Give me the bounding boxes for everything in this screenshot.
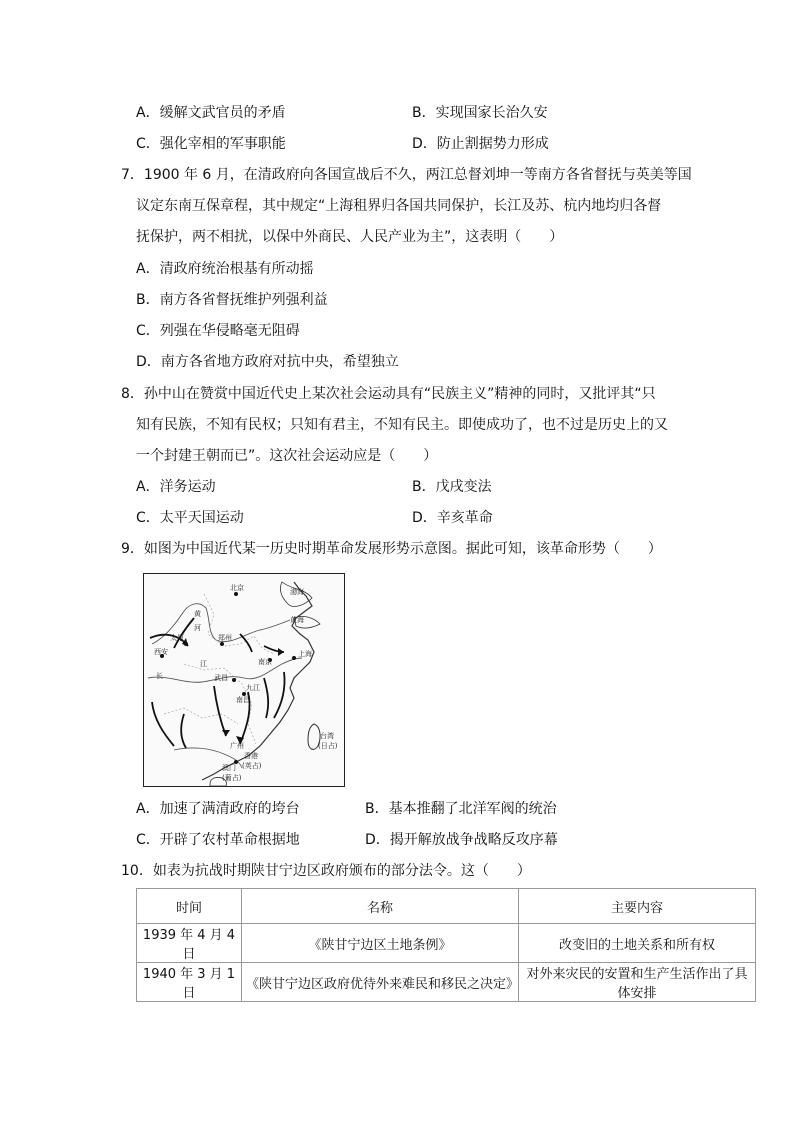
q8-stem-line: 一个封建王朝而已”。这次社会运动应是（ ）	[136, 448, 438, 464]
map-label-beijing: 北京	[230, 584, 244, 592]
table-row	[137, 924, 756, 963]
q8-option-c: C．太平天国运动	[136, 510, 244, 526]
q10-stem: 10．如表为抗战时期陕甘宁边区政府颁布的部分法令。这（ ）	[121, 863, 531, 879]
map-label-xian: 西安	[154, 648, 168, 656]
table-cell: 《陕甘宁边区土地条例》	[242, 924, 519, 963]
q8-stem-line: 8．孙中山在赞赏中国近代史上某次社会运动具有“民族主义”精神的同时，又批评其“只	[121, 386, 656, 402]
map-label-huanghai: 黄海	[290, 616, 304, 624]
q7-option-d: D．南方各省地方政府对抗中央，希望独立	[136, 354, 399, 370]
table-row	[137, 963, 756, 1002]
q7-option-b: B．南方各省督抚维护列强利益	[136, 292, 328, 308]
map-label-taiwan: 台湾	[320, 732, 334, 740]
map-label-ying-zhan: (英占)	[242, 762, 262, 770]
q6-option-c: C．强化宰相的军事职能	[136, 136, 286, 152]
table-cell: 对外来灾民的安置和生产生活作出了具体安排	[519, 963, 756, 1002]
table-header-time: 时间	[137, 889, 242, 924]
q6-option-a: A．缓解文武官员的矛盾	[136, 105, 286, 121]
map-label-taiyuan: 太原	[170, 634, 184, 642]
q9-option-b: B．基本推翻了北洋军阀的统治	[365, 801, 557, 817]
table-header-row	[137, 889, 756, 924]
q7-stem-line: 议定东南互保章程，其中规定“上海租界归各国共同保护，长江及苏、杭内地均归各督	[136, 198, 662, 214]
map-label-ri-zhan: (日占)	[318, 742, 338, 750]
map-label-shanghai: 上海	[298, 650, 312, 658]
map-label-wuchang: 武昌	[214, 674, 228, 682]
map-label-bohai: 渤海	[290, 588, 304, 596]
map-label-zhengzhou: 郑州	[218, 634, 232, 642]
map-label-he: 河	[194, 624, 201, 632]
q7-option-a: A．清政府统治根基有所动摇	[136, 261, 314, 277]
revolution-map-svg	[144, 574, 344, 786]
map-label-xianggang: 香港	[244, 752, 258, 760]
map-label-aomen: 澳门	[222, 764, 236, 772]
q9-option-a: A．加速了满清政府的垮台	[136, 801, 300, 817]
q9-option-c: C．开辟了农村革命根据地	[136, 832, 300, 848]
law-table	[136, 888, 756, 1002]
q7-stem-line: 抚保护，两不相扰，以保中外商民、人民产业为主”，这表明（ ）	[136, 229, 564, 245]
q7-stem-line: 7．1900 年 6 月，在清政府向各国宣战后不久，两江总督刘坤一等南方各省督抚与英美等国	[121, 167, 692, 183]
map-label-nanchang: 南昌	[236, 696, 250, 704]
table-header-content: 主要内容	[519, 889, 756, 924]
table-header-name: 名称	[242, 889, 519, 924]
q8-option-a: A．洋务运动	[136, 479, 216, 495]
map-label-jiang: 江	[200, 660, 207, 668]
map-label-chang: 长	[156, 672, 163, 680]
table-cell: 1940 年 3 月 1 日	[137, 963, 242, 1002]
q7-option-c: C．列强在华侵略毫无阻碍	[136, 323, 300, 339]
revolution-map	[143, 573, 345, 787]
table-cell: 《陕甘宁边区政府优待外来难民和移民之决定》	[242, 963, 519, 1002]
q6-option-d: D．防止割据势力形成	[412, 136, 549, 152]
map-label-nanjing: 南京	[258, 658, 272, 666]
q8-stem-line: 知有民族，不知有民权；只知有君主，不知有民主。即使成功了，也不过是历史上的又	[136, 417, 668, 433]
map-label-huang: 黄	[194, 610, 201, 618]
q9-option-d: D．揭开解放战争战略反攻序幕	[365, 832, 558, 848]
q6-option-b: B．实现国家长治久安	[412, 105, 548, 121]
table-cell: 改变旧的土地关系和所有权	[519, 924, 756, 963]
map-label-jiujiang: 九江	[246, 684, 260, 692]
map-label-pu-zhan: (葡占)	[222, 774, 242, 782]
q8-option-b: B．戊戌变法	[412, 479, 492, 495]
q8-option-d: D．辛亥革命	[412, 510, 493, 526]
table-cell: 1939 年 4 月 4 日	[137, 924, 242, 963]
map-label-guangzhou: 广州	[230, 742, 244, 750]
q9-stem: 9．如图为中国近代某一历史时期革命发展形势示意图。据此可知，该革命形势（ ）	[121, 541, 662, 557]
